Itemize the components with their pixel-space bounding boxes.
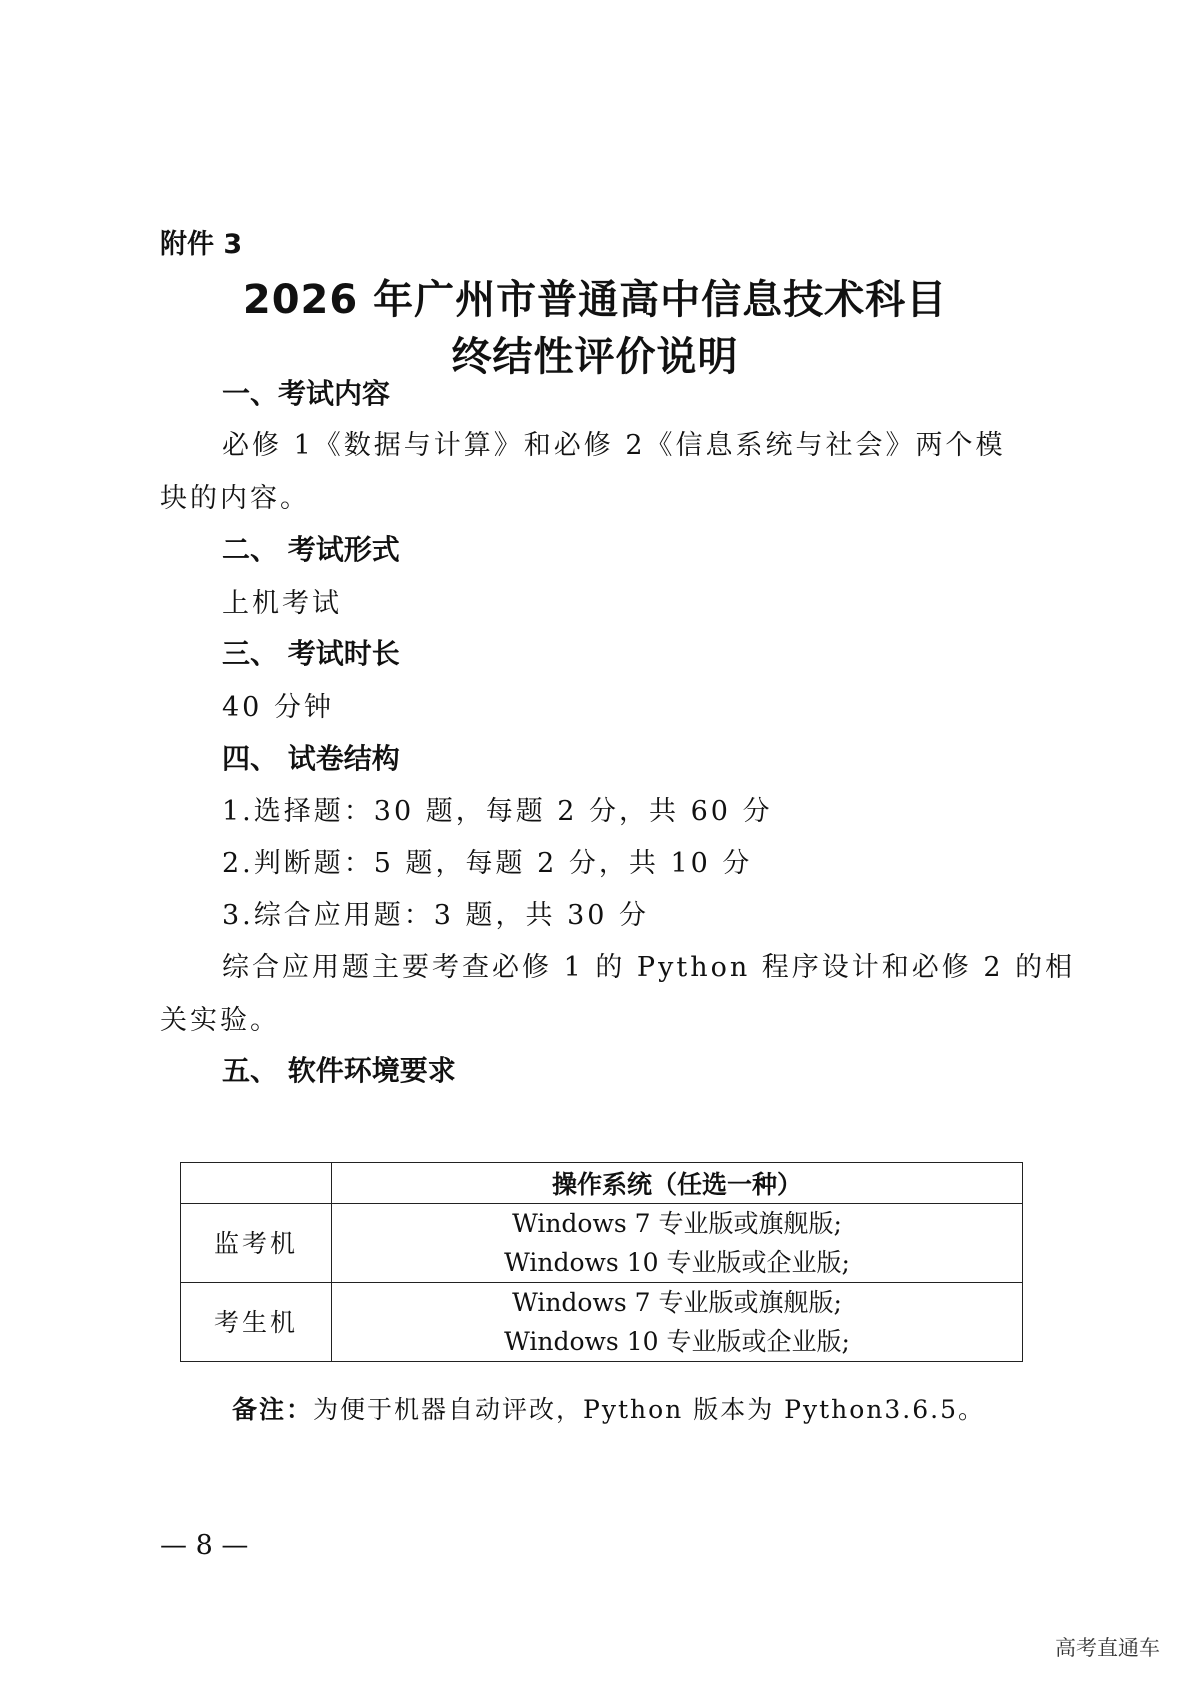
section-heading-paper-structure: 四、 试卷结构 <box>222 742 400 775</box>
remark-text: 为便于机器自动评改，Python 版本为 Python3.6.5。 <box>313 1395 986 1424</box>
annex-label: 附件 3 <box>160 229 243 260</box>
watermark: 高考直通车 <box>1055 1636 1160 1660</box>
row-os-candidate <box>332 1283 1023 1362</box>
table-row <box>181 1283 1023 1362</box>
section-heading-exam-content: 一、考试内容 <box>222 377 391 410</box>
structure-item-choice: 1.选择题：30 题，每题 2 分，共 60 分 <box>222 796 773 827</box>
structure-note-line2: 关实验。 <box>160 1005 280 1036</box>
page-number: — 8 — <box>160 1530 249 1561</box>
exam-content-text-line2: 块的内容。 <box>160 483 310 514</box>
os-option-line: Windows 10 专业版或企业版; <box>504 1327 850 1356</box>
document-title-line1: 2026 年广州市普通高中信息技术科目 <box>242 277 948 323</box>
structure-item-comprehensive: 3.综合应用题：3 题，共 30 分 <box>222 900 650 931</box>
structure-note-line1: 综合应用题主要考查必修 1 的 Python 程序设计和必修 2 的相 <box>222 952 1076 983</box>
table-header-os: 操作系统（任选一种） <box>332 1163 1023 1204</box>
os-option-line: Windows 7 专业版或旗舰版; <box>512 1288 842 1317</box>
document-title-line2: 终结性评价说明 <box>451 334 739 380</box>
section-heading-software-env: 五、 软件环境要求 <box>222 1054 456 1087</box>
exam-content-text-line1: 必修 1《数据与计算》和必修 2《信息系统与社会》两个模 <box>222 430 1006 461</box>
table-header-empty-cell <box>181 1163 332 1204</box>
row-label-proctor: 监考机 <box>181 1204 332 1283</box>
section-heading-exam-form: 二、 考试形式 <box>222 533 400 566</box>
table-row <box>181 1204 1023 1283</box>
row-label-candidate: 考生机 <box>181 1283 332 1362</box>
exam-duration-text: 40 分钟 <box>222 692 334 723</box>
table-header-row <box>181 1163 1023 1204</box>
os-option-line: Windows 10 专业版或企业版; <box>504 1248 850 1277</box>
section-heading-exam-duration: 三、 考试时长 <box>222 637 400 670</box>
remark <box>232 1390 985 1426</box>
os-option-line: Windows 7 专业版或旗舰版; <box>512 1209 842 1238</box>
row-os-proctor <box>332 1204 1023 1283</box>
software-env-table <box>180 1162 1023 1362</box>
remark-label: 备注： <box>232 1395 314 1424</box>
structure-item-judgement: 2.判断题：5 题，每题 2 分，共 10 分 <box>222 848 753 879</box>
exam-form-text: 上机考试 <box>222 588 342 619</box>
